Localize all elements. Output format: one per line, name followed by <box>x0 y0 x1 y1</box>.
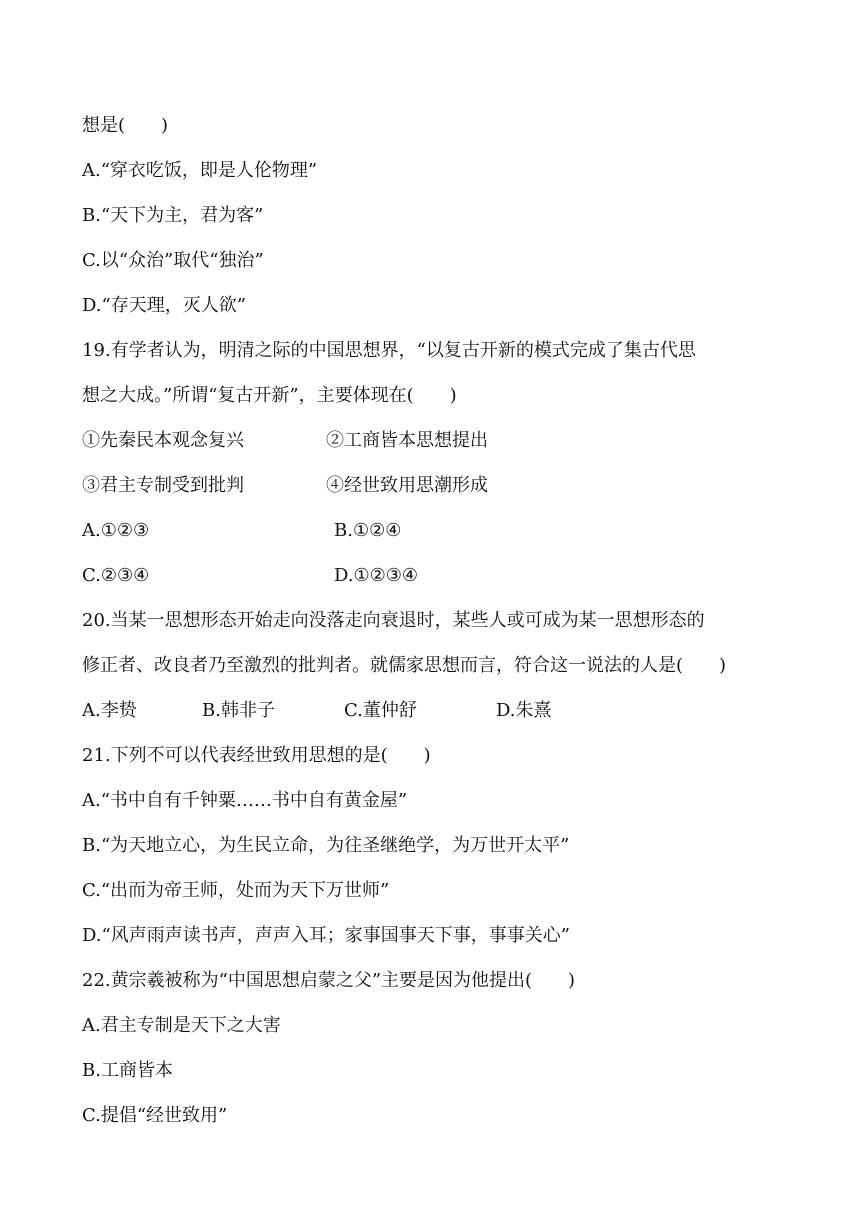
q18-option-c: C.以“众治”取代“独治” <box>82 250 264 271</box>
q18-option-d: D.“存天理，灭人欲” <box>82 295 246 316</box>
q19-statement-4: ④经世致用思潮形成 <box>326 475 488 496</box>
q21-option-c: C.“出而为帝王师，处而为天下万世师” <box>82 880 390 901</box>
q21-option-d: D.“风声雨声读书声，声声入耳；家事国事天下事，事事关心” <box>82 925 570 946</box>
q19-option-d: D.①②③④ <box>334 565 419 586</box>
q19-option-a: A.①②③ <box>82 520 150 541</box>
q19-statement-1: ①先秦民本观念复兴 <box>82 430 244 451</box>
q19-stem-line-1: 19.有学者认为，明清之际的中国思想界，“以复古开新的模式完成了集古代思 <box>82 340 696 361</box>
q19-options-row-2 <box>82 558 782 603</box>
q19-statement-2: ②工商皆本思想提出 <box>326 430 488 451</box>
q20-options-row <box>82 693 782 738</box>
q19-statements-row-1 <box>82 423 782 468</box>
q19-options-row-1 <box>82 513 782 558</box>
q22-option-a: A.君主专制是天下之大害 <box>82 1015 281 1036</box>
q19-stem-line-2: 想之大成。”所谓“复古开新”，主要体现在( ) <box>82 385 457 406</box>
q20-option-d: D.朱熹 <box>496 700 552 721</box>
q20-option-a: A.李贽 <box>82 700 137 721</box>
question-text-block <box>82 108 782 1143</box>
q18-option-b: B.“天下为主，君为客” <box>82 205 264 226</box>
q19-statement-3: ③君主专制受到批判 <box>82 475 244 496</box>
q22-option-c: C.提倡“经世致用” <box>82 1105 228 1126</box>
q19-option-b: B.①②④ <box>334 520 402 541</box>
q20-stem-line-1: 20.当某一思想形态开始走向没落走向衰退时，某些人或可成为某一思想形态的 <box>82 610 705 631</box>
q20-option-c: C.董仲舒 <box>344 700 417 721</box>
q21-stem: 21.下列不可以代表经世致用思想的是( ) <box>82 745 431 766</box>
q19-statements-row-2 <box>82 468 782 513</box>
q21-option-a: A.“书中自有千钟粟……书中自有黄金屋” <box>82 790 408 811</box>
q19-option-c: C.②③④ <box>82 565 150 586</box>
q22-stem: 22.黄宗羲被称为“中国思想启蒙之父”主要是因为他提出( ) <box>82 970 576 991</box>
q20-stem-line-2: 修正者、改良者乃至激烈的批判者。就儒家思想而言，符合这一说法的人是( ) <box>82 655 727 676</box>
q21-option-b: B.“为天地立心，为生民立命，为往圣继绝学，为万世开太平” <box>82 835 570 856</box>
q22-option-b: B.工商皆本 <box>82 1060 173 1081</box>
q18-stem-end: 想是( ) <box>82 115 169 136</box>
q18-option-a: A.“穿衣吃饭，即是人伦物理” <box>82 160 318 181</box>
q20-option-b: B.韩非子 <box>202 700 275 721</box>
